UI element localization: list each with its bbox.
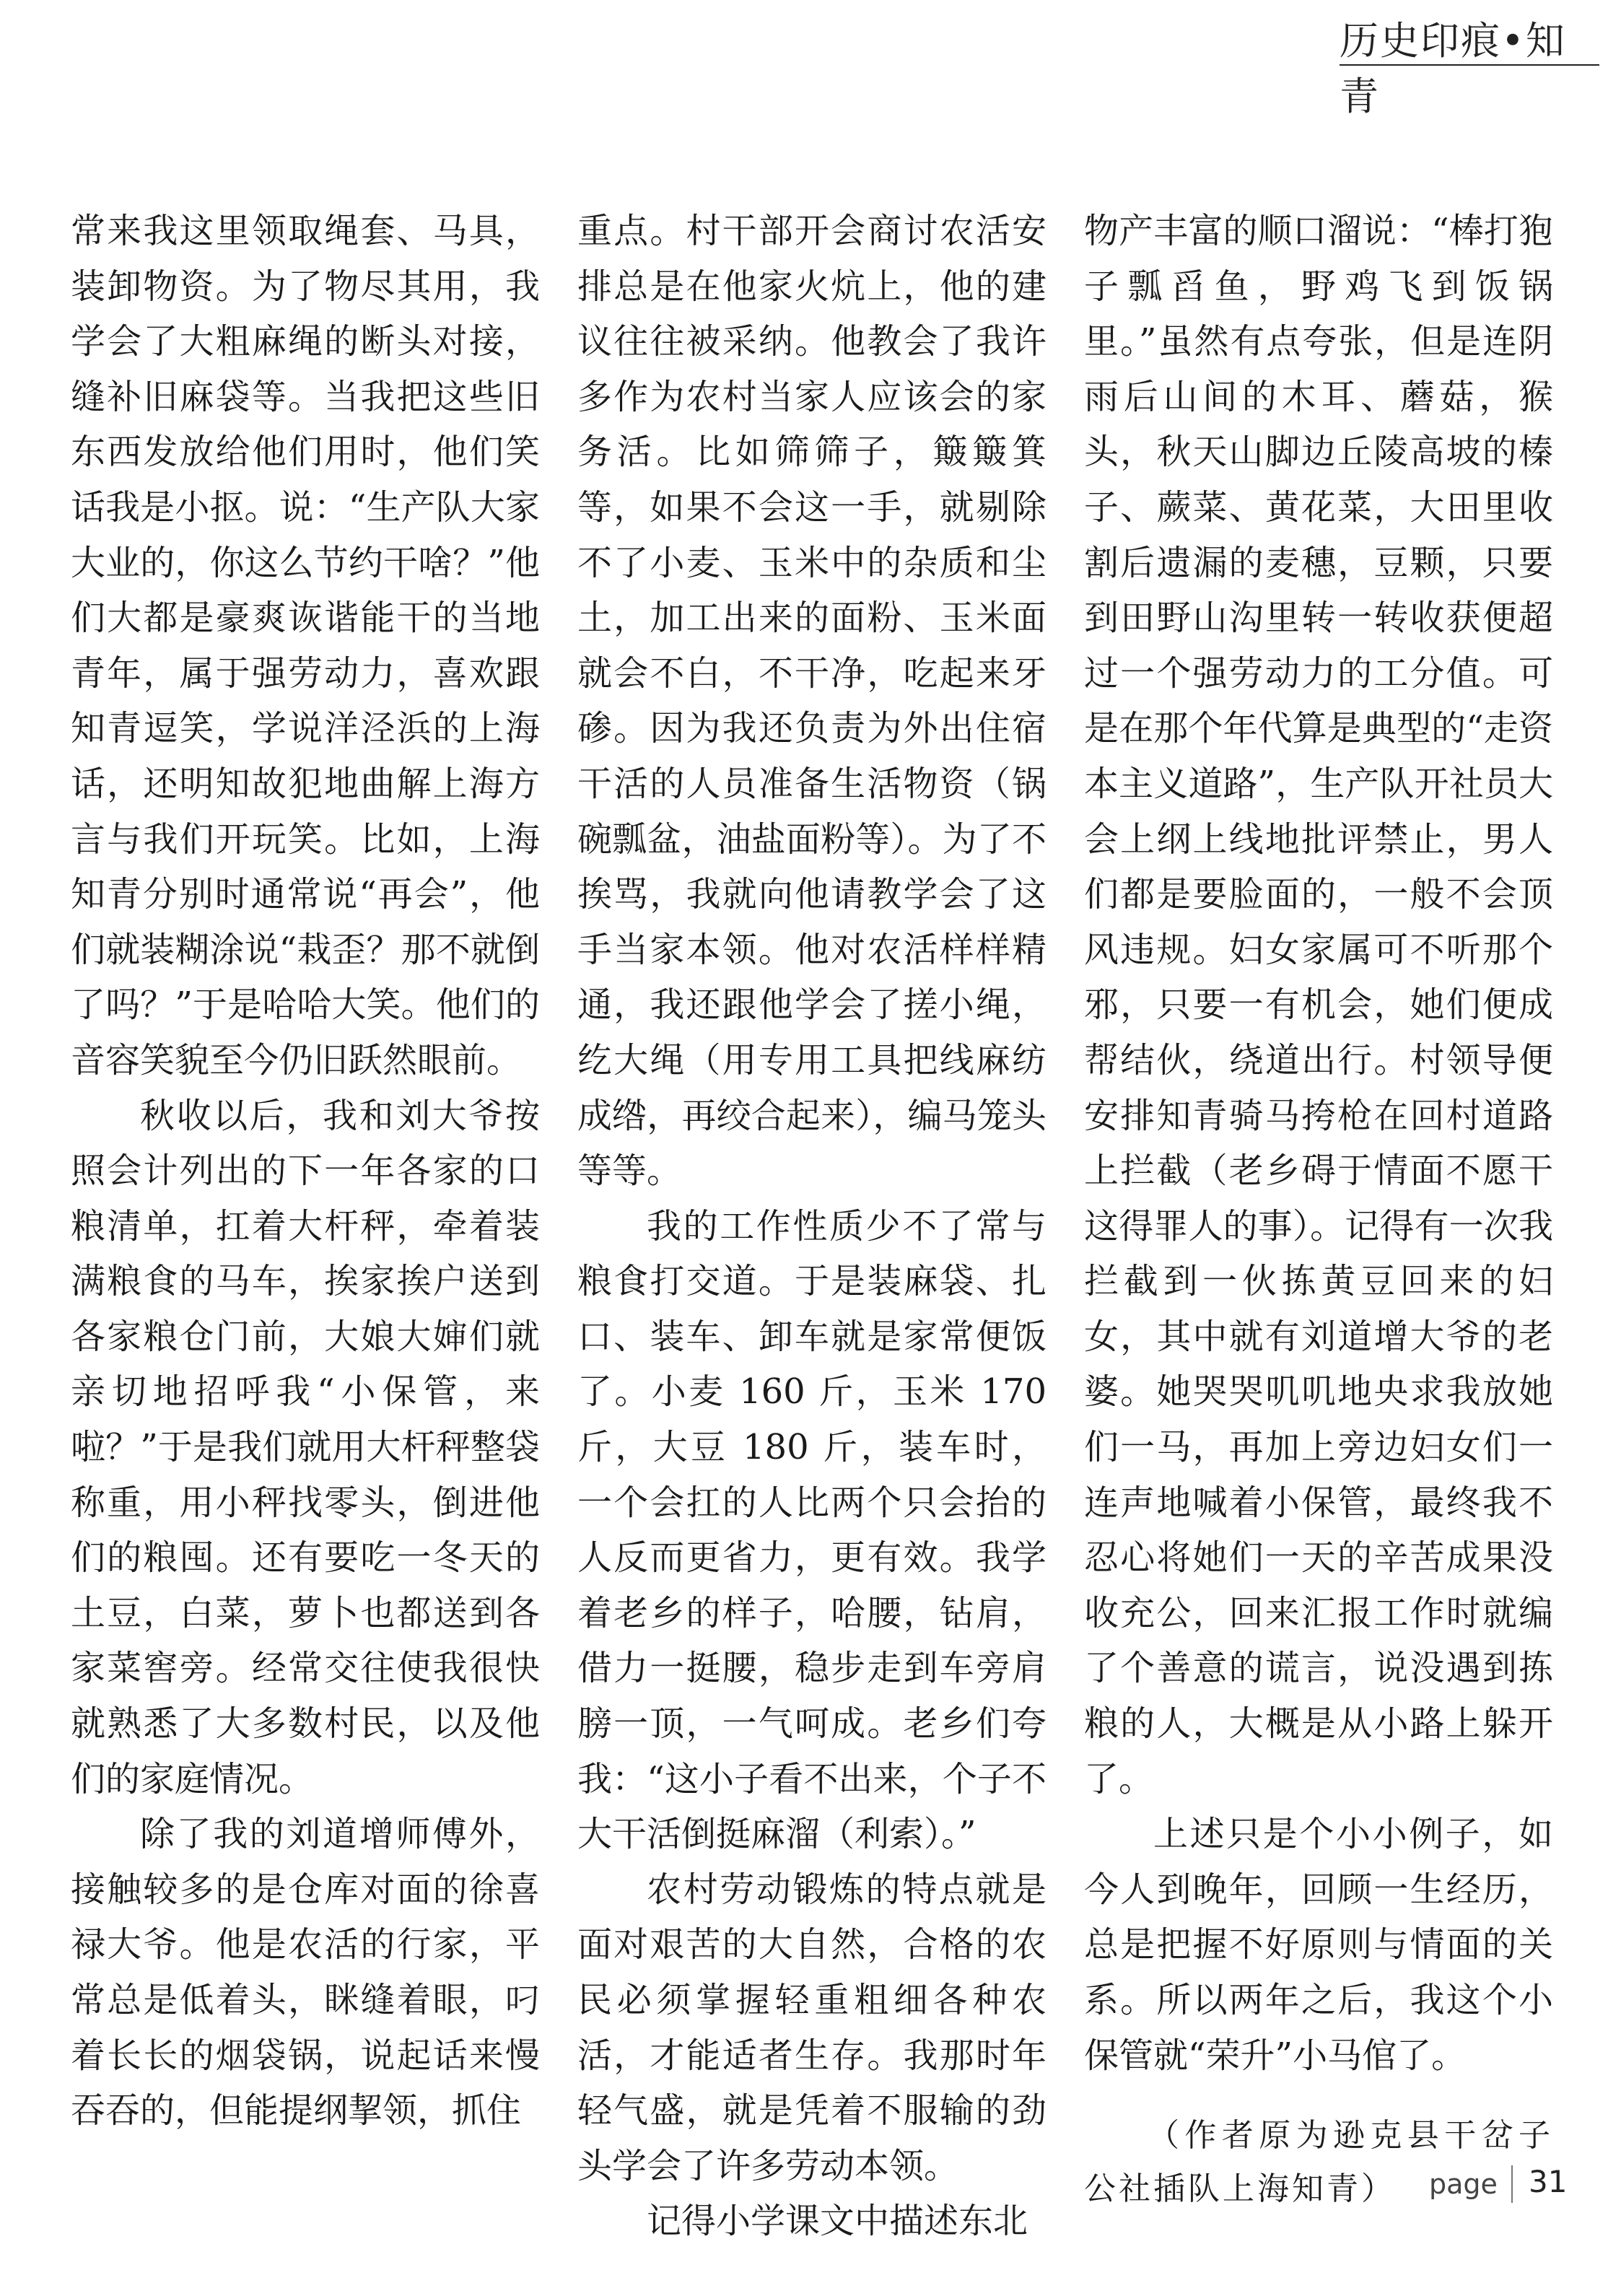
section-title: 历史印痕•知青 (1340, 18, 1566, 119)
page-header (1340, 0, 1621, 119)
text-column-2 (577, 204, 1047, 2249)
header-rule (1340, 64, 1599, 66)
footer-divider (1511, 2165, 1513, 2203)
paragraph: 我的工作性质少不了常与粮食打交道。于是装麻袋、扎口、装车、卸车就是家常便饭了。小麦 160 斤，玉米 170 斤，大豆 180 斤，装车时，一个会扛的人比两个只会抬的人反而更省力，更有效。我学着老乡的样子，哈腰，钻肩，借力一挺腰，稳步走到车旁肩膀一顶，一气呵成。老乡们夸我：“这小子看不出来，个子不大干活倒挺麻溜（利索）。” (577, 1205, 1047, 1855)
paragraph: 农村劳动锻炼的特点就是面对艰苦的大自然，合格的农民必须掌握轻重粗细各种农活，才能适者生存。我那时年轻气盛，就是凭着不服输的劲头学会了许多劳动本领。 (577, 1869, 1047, 2186)
paragraph: 重点。村干部开会商讨农活安排总是在他家火炕上，他的建议往往被采纳。他教会了我许多作为农村当家人应该会的家务活。比如筛筛子，簸簸箕等，如果不会这一手，就剔除不了小麦、玉米中的杂质和尘土，加工出来的面粉、玉米面就会不白，不干净，吃起来牙碜。因为我还负责为外出住宿干活的人员准备生活物资（锅碗瓢盆，油盐面粉等）。为了不挨骂，我就向他请教学会了这手当家本领。他对农活样样精通，我还跟他学会了搓小绳，纥大绳（用专用工具把线麻纺成绺，再绞合起来），编马笼头等等。 (577, 211, 1047, 1192)
paragraph: 记得小学课文中描述东北 (647, 2201, 1028, 2242)
paragraph: 除了我的刘道增师傅外，接触较多的是仓库对面的徐喜禄大爷。他是农活的行家，平常总是低着头，眯缝着眼，叼着长长的烟袋锅，说起话来慢吞吞的，但能提纲挈领，抓住 (71, 1814, 540, 2131)
paragraph: 秋收以后，我和刘大爷按照会计列出的下一年各家的口粮清单，扛着大杆秤，牵着装满粮食的马车，挨家挨户送到各家粮仓门前，大娘大婶们就亲切地招呼我“小保管，来啦？”于是我们就用大杆秤整袋称重，用小秤找零头，倒进他们的粮囤。还有要吃一冬天的土豆，白菜，萝卜也都送到各家菜窖旁。经常交往使我很快就熟悉了大多数村民，以及他们的家庭情况。 (71, 1095, 540, 1799)
page-label: page (1429, 2168, 1498, 2200)
text-column-1 (71, 204, 540, 2139)
paragraph: 物产丰富的顺口溜说：“棒打狍子瓢舀鱼，野鸡飞到饭锅里。”虽然有点夸张，但是连阴雨后山间的木耳、蘑菇，猴头，秋天山脚边丘陵高坡的榛子、蕨菜、黄花菜，大田里收割后遗漏的麦穗，豆颗，只要到田野山沟里转一转收获便超过一个强劳动力的工分值。可是在那个年代算是典型的“走资本主义道路”，生产队开社员大会上纲上线地批评禁止，男人们都是要脸面的，一般不会顶风违规。妇女家属可不听那个邪，只要一有机会，她们便成帮结伙，绕道出行。村领导便安排知青骑马挎枪在回村道路上拦截（老乡碍于情面不愿干这得罪人的事）。记得有一次我拦截到一伙拣黄豆回来的妇女，其中就有刘道增大爷的老婆。她哭哭叽叽地央求我放她们一马，再加上旁边妇女们一连声地喊着小保管，最终我不忍心将她们一天的辛苦成果没收充公，回来汇报工作时就编了个善意的谎言，说没遇到拣粮的人，大概是从小路上躲开了。 (1084, 211, 1553, 1799)
paragraph: 上述只是个小小例子，如今人到晚年，回顾一生经历，总是把握不好原则与情面的关系。所以两年之后，我这个小保管就“荣升”小马倌了。 (1084, 1814, 1553, 2076)
paragraph: 常来我这里领取绳套、马具，装卸物资。为了物尽其用，我学会了大粗麻绳的断头对接，缝补旧麻袋等。当我把这些旧东西发放给他们用时，他们笑话我是小抠。说：“生产队大家大业的，你这么节约干啥？”他们大都是豪爽诙谐能干的当地青年，属于强劳动力，喜欢跟知青逗笑，学说洋泾浜的上海话，还明知故犯地曲解上海方言与我们开玩笑。比如，上海知青分别时通常说“再会”，他们就装糊涂说“栽歪？那不就倒了吗？”于是哈哈大笑。他们的音容笑貌至今仍旧跃然眼前。 (71, 211, 540, 1081)
author-byline: （作者原为逊克县干岔子公社插队上海知青） (1084, 2117, 1553, 2208)
text-column-3 (1084, 204, 1553, 2216)
page-number: 31 (1529, 2164, 1568, 2199)
